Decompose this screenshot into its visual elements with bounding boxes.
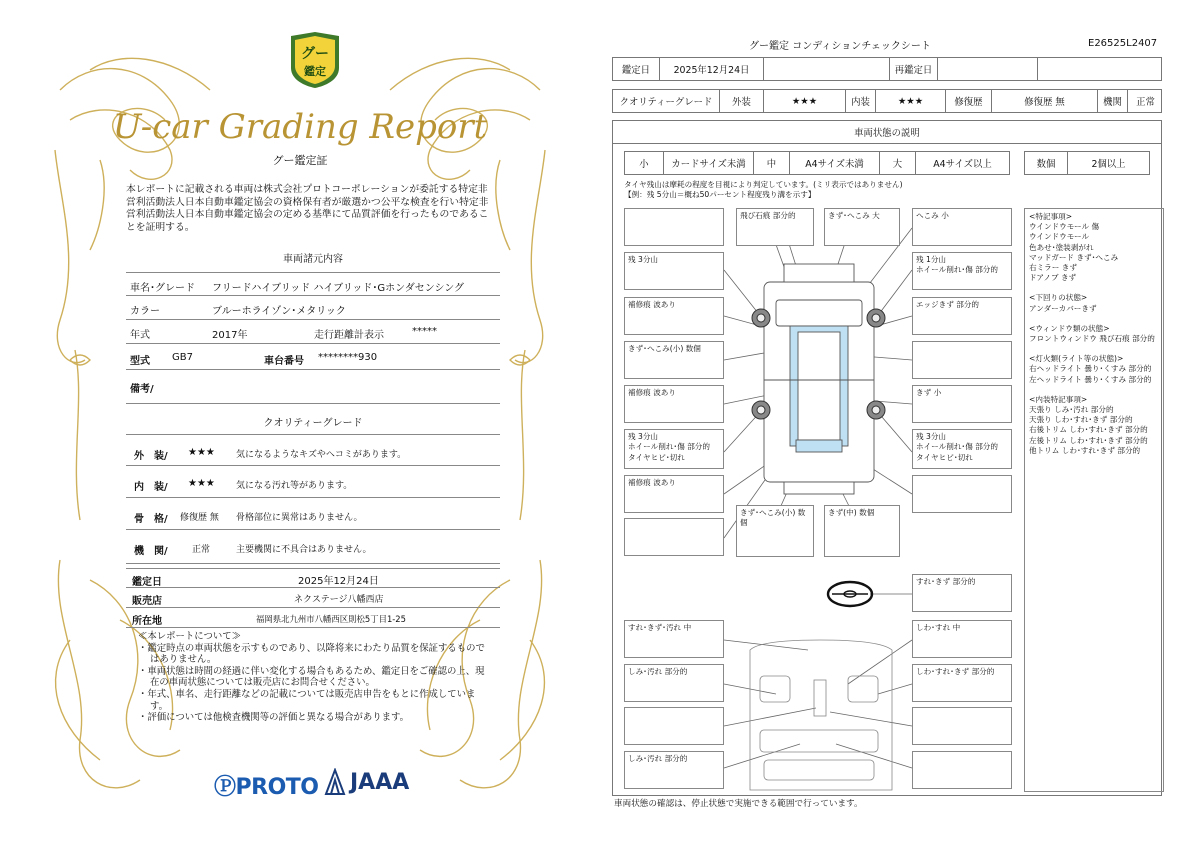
quality-exterior-label: 外 装/: [134, 451, 168, 462]
appraisal-address-label: 所在地: [132, 616, 162, 627]
quality-exterior-text: 気になるようなキズやヘコミがあります。: [236, 450, 407, 460]
int-box-left-2: しみ･汚れ 部分的: [624, 664, 724, 702]
spec-year-value: 2017年: [212, 330, 248, 341]
special-notes-general: <特記事項> ウインドウモール 傷 ウインドウモール 色あせ･塗装剥がれ マッドガード きず･へこみ 右ミラー きず ドアノブ きず: [1029, 212, 1119, 283]
ext-box-top-1: [624, 208, 724, 246]
special-notes-windows: <ウィンドウ類の状態> フロントウィンドウ 飛び石痕 部分的: [1029, 323, 1155, 344]
int-box-right-2: しわ･すれ･きず 部分的: [912, 664, 1012, 702]
goo-kantei-badge-icon: [287, 30, 343, 90]
ext-box-left-3: きず･へこみ(小) 数個: [624, 341, 724, 379]
quality-interior-stars: ★★★: [188, 478, 215, 489]
quality-frame-label: 骨 格/: [134, 514, 168, 525]
ext-box-right-1: 残 1分山 ホイール削れ･傷 部分的: [912, 252, 1012, 290]
spec-color-value: ブルーホライゾン･メタリック: [212, 306, 346, 317]
spec-odo-value: *****: [412, 326, 437, 337]
count-desc: 2個以上: [1067, 152, 1149, 174]
quality-exterior-stars: ★★★: [188, 447, 215, 458]
grade-repair-label: 修復歴: [945, 90, 991, 112]
size-large: 大: [879, 152, 915, 174]
condition-check-sheet: [600, 0, 1200, 848]
certificate-body: 本レポートに記載される車両は株式会社プロトコーポレーションが委託する特定非営利活動法人日本自動車鑑定協会の資格保有者が厳選かつ公平な検査を行い特定非営利活動法人日本自動車鑑定協会の定める基準にて品質評価を行ったものであることを証明する。: [126, 184, 489, 233]
int-box-left-4: しみ･汚れ 部分的: [624, 751, 724, 789]
spec-model-label: 型式: [130, 356, 150, 367]
appraisal-shop-label: 販売店: [132, 596, 162, 607]
int-box-steering: すれ･きず 部分的: [912, 574, 1012, 612]
condition-heading: 車両状態の説明: [854, 128, 920, 139]
int-box-right-1: しわ･すれ 中: [912, 620, 1012, 658]
note-item: ・評価については他検査機関等の評価と異なる場合があります。: [138, 712, 409, 724]
car-interior-topview: [750, 640, 892, 790]
spec-year-label: 年式: [130, 330, 150, 341]
appraisal-row-address: [126, 608, 500, 628]
appraisal-row-shop: [126, 588, 500, 608]
note-item: ・車両状態は時間の経過に伴い変化する場合もあるため、鑑定日をご確認の上、現在の車両状態については販売店にお問合せください。: [138, 665, 485, 689]
size-small: 小: [639, 159, 649, 170]
appraisal-date-value: 2025年12月24日: [298, 576, 379, 587]
spec-odo-label: 走行距離計表示: [314, 330, 384, 341]
grade-ext-label: 外装: [719, 90, 763, 112]
svg-text:グー: グー: [301, 46, 329, 62]
spec-row-remarks: [126, 370, 500, 404]
svg-text:鑑定: 鑑定: [304, 65, 326, 78]
spec-row-name: [126, 272, 500, 296]
grade-ext-value: ★★★: [763, 90, 845, 112]
size-large-desc: A4サイズ以上: [915, 152, 1009, 174]
special-notes-lights: <灯火類(ライト等の状態)> 右ヘッドライト 曇り･くすみ 部分的 左ヘッドライト 曇り･くすみ 部分的: [1029, 354, 1152, 384]
svg-text:U-car Grading Report: U-car Grading Report: [112, 107, 488, 147]
specs-heading: 車両諸元内容: [283, 254, 343, 265]
appraisal-address-value: 福岡県北九州市八幡西区則松5丁目1-25: [256, 614, 406, 624]
grade-int-label: 内装: [845, 90, 875, 112]
ext-box-left-6: 補修痕 波あり: [624, 475, 724, 513]
ext-box-bottom-1: きず･へこみ(小) 数個: [736, 505, 814, 557]
date-value: 2025年12月24日: [659, 58, 763, 80]
spec-color-label: カラー: [130, 306, 160, 317]
grade-repair-value: 修復歴 無: [991, 90, 1097, 112]
spec-row-color: [126, 296, 500, 320]
sheet-title: グー鑑定 コンディションチェックシート: [749, 41, 931, 52]
special-notes-interior: <内装特記事項> 天張り しみ･汚れ 部分的 天張り しわ･すれ･きず 部分的 右後トリム しわ･すれ･きず 部分的 左後トリム しわ･すれ･きず 部分的 他トリム しわ･すれ･きず 部分的: [1029, 394, 1148, 455]
quality-interior-label: 内 装/: [134, 482, 168, 493]
note-item: ・年式、車名、走行距離などの記載については販売店申告をもとに作成しています。: [138, 688, 476, 712]
certificate-title: グー鑑定証: [272, 154, 328, 167]
ext-box-top-2: 飛び石痕 部分的: [736, 208, 814, 246]
proto-logo: ⓅPROTO: [214, 775, 319, 800]
quality-engine-value: 正常: [192, 545, 211, 555]
car-exterior-topview: [764, 264, 874, 494]
spec-name-value: フリードハイブリッド ハイブリッド･Gホンダセンシング: [212, 283, 465, 294]
quality-frame-value: 修復歴 無: [180, 513, 219, 523]
quality-row-frame: [126, 498, 500, 530]
count-label: 数個: [1036, 159, 1056, 170]
appraisal-date-label: 鑑定日: [132, 577, 162, 588]
ext-box-right-5: 残 3分山 ホイール削れ･傷 部分的 タイヤヒビ･切れ: [912, 429, 1012, 469]
quality-frame-text: 骨格部位に異常はありません。: [236, 513, 363, 523]
int-box-right-3: [912, 707, 1012, 745]
grade-int-value: ★★★: [875, 90, 945, 112]
ext-box-bottom-2: きず(中) 数個: [824, 505, 900, 557]
size-medium-desc: A4サイズ未満: [789, 152, 879, 174]
spec-name-label: 車名･グレード: [130, 283, 195, 294]
sheet-footer-note: 車両状態の確認は、停止状態で実施できる範囲で行っています。: [614, 799, 863, 809]
ext-box-left-4: 補修痕 波あり: [624, 385, 724, 423]
ext-box-top-3: きず･へこみ 大: [824, 208, 900, 246]
quality-engine-text: 主要機関に不具合はありません。: [236, 545, 372, 555]
quality-row-interior: [126, 466, 500, 498]
size-medium: 中: [753, 152, 789, 174]
spec-row-year: [126, 320, 500, 344]
report-title-script: [100, 96, 500, 156]
quality-row-exterior: [126, 434, 500, 466]
int-box-left-3: [624, 707, 724, 745]
int-box-left-1: すれ･きず･汚れ 中: [624, 620, 724, 658]
ext-box-left-7: [624, 518, 724, 556]
re-date-label: 再鑑定日: [889, 58, 937, 80]
size-small-desc: カードサイズ未満: [663, 152, 753, 174]
spec-chassis-value: ********930: [318, 352, 378, 363]
tire-note-1: タイヤ残山は摩耗の程度を目視により判定しています。(ミリ表示ではありません): [624, 180, 903, 189]
ext-box-top-4: へこみ 小: [912, 208, 1012, 246]
quality-row-engine: [126, 530, 500, 564]
ext-box-right-6: [912, 475, 1012, 513]
ext-box-left-5: 残 3分山 ホイール削れ･傷 部分的 タイヤヒビ･切れ: [624, 429, 724, 469]
spec-chassis-label: 車台番号: [264, 356, 304, 367]
grade-engine-value: 正常: [1127, 90, 1163, 112]
tire-note-2: 【例：残 5分山＝概ね50パーセント程度残り溝を示す】: [624, 190, 816, 199]
appraisal-row-date: [126, 568, 500, 588]
ext-box-left-2: 補修痕 波あり: [624, 297, 724, 335]
quality-interior-text: 気になる汚れ等があります。: [236, 481, 353, 491]
quality-engine-label: 機 関/: [134, 546, 168, 557]
sheet-id: E26525L2407: [1088, 38, 1158, 49]
note-item: ・鑑定時点の車両状態を示すものであり、以降将来にわたり品質を保証するものではありません。: [138, 642, 485, 666]
special-notes-underbody: <下回りの状態> アンダーカバーきず: [1029, 293, 1097, 313]
report-notes: [138, 631, 493, 724]
spec-model-value: GB7: [172, 352, 193, 363]
ext-box-left-1: 残 3分山: [624, 252, 724, 290]
notes-title: ≪本レポートについて≫: [138, 631, 241, 642]
ext-box-right-4: きず 小: [912, 385, 1012, 423]
grade-label: クオリティーグレード: [619, 97, 713, 108]
int-box-right-4: [912, 751, 1012, 789]
spec-row-model: [126, 344, 500, 370]
appraisal-shop-value: ネクステージ八幡西店: [294, 595, 384, 605]
jaaa-logo: JAAA: [350, 770, 410, 795]
steering-wheel-icon: [828, 582, 872, 606]
jaaa-mark-icon: [324, 768, 346, 796]
date-label: 鑑定日: [621, 65, 651, 76]
special-notes: [1024, 208, 1164, 792]
grade-engine-label: 機関: [1097, 90, 1127, 112]
spec-remarks-label: 備考/: [130, 384, 154, 395]
ext-box-right-3: [912, 341, 1012, 379]
ext-box-right-2: エッジきず 部分的: [912, 297, 1012, 335]
quality-heading: クオリティーグレード: [263, 418, 363, 429]
